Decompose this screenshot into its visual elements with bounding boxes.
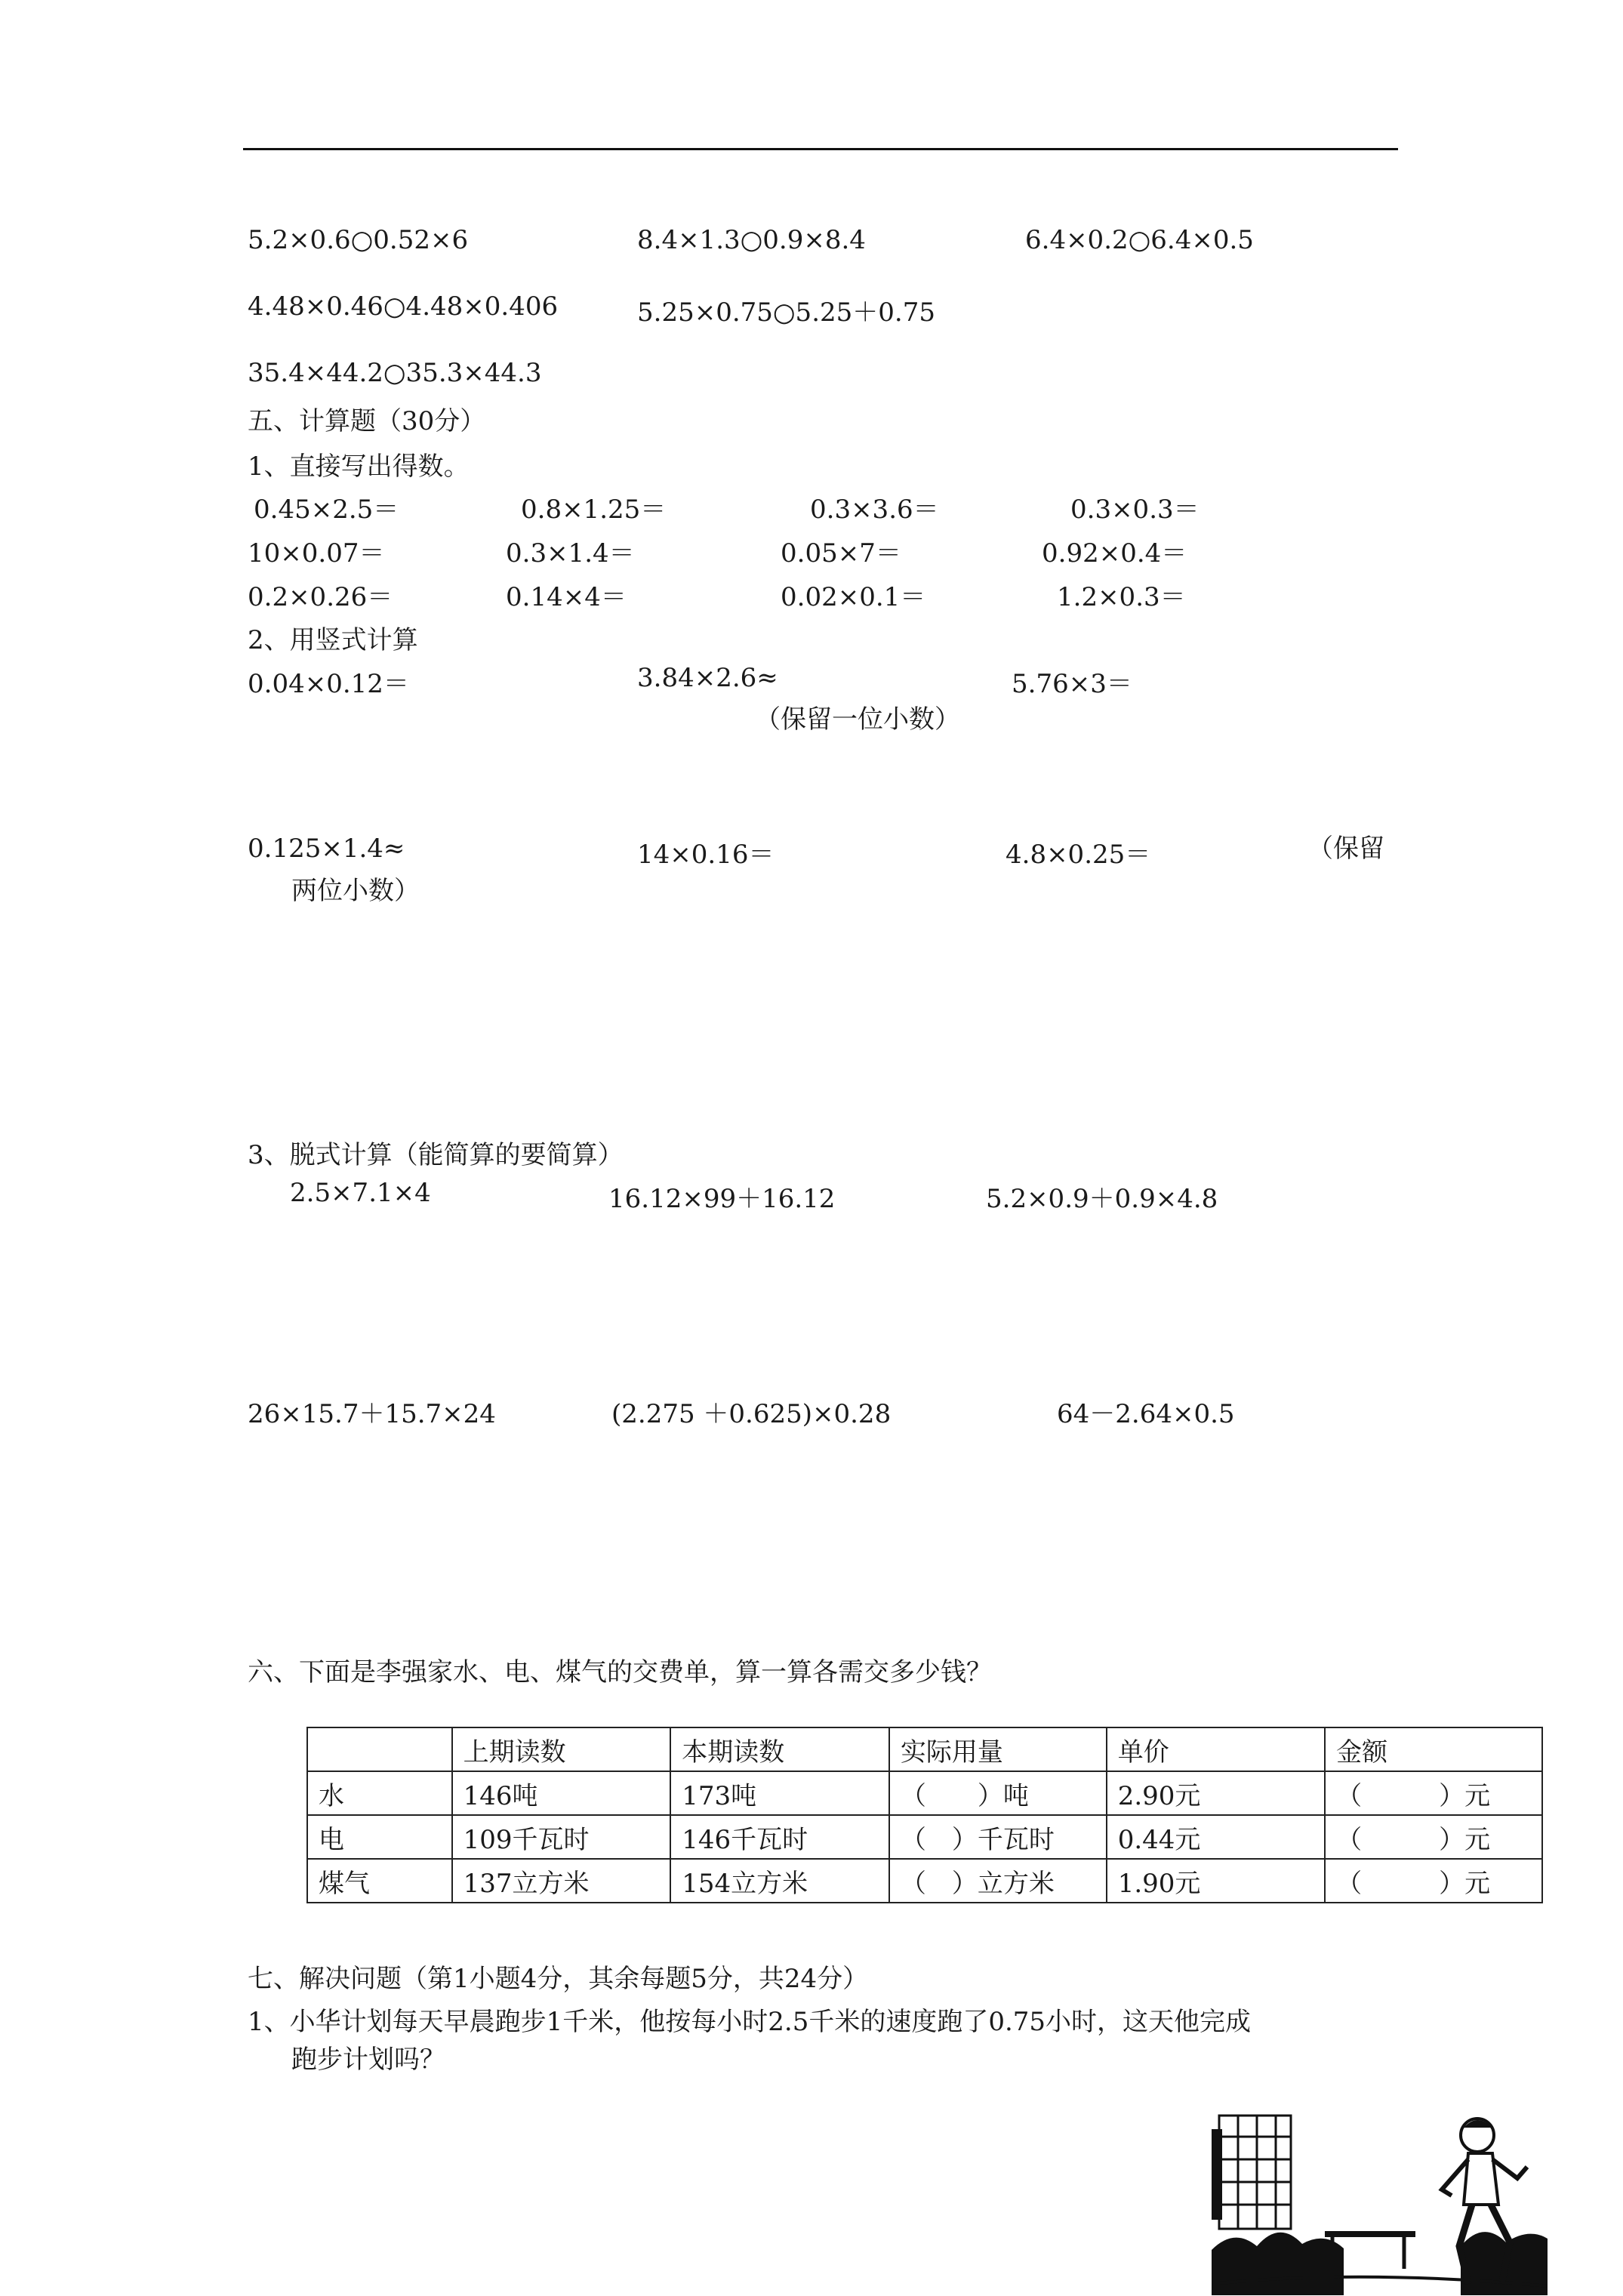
q3-item: 5.2×0.9＋0.9×4.8 xyxy=(986,1184,1218,1214)
header-rule xyxy=(243,148,1398,150)
q2-row-2 xyxy=(248,834,1418,870)
compare-item: 5.25×0.75○5.25＋0.75 xyxy=(637,297,935,328)
q1-title: 1、直接写出得数。 xyxy=(248,451,470,482)
q7-1-line-1: 1、小华计划每天早晨跑步1千米，他按每小时2.5千米的速度跑了0.75小时，这天他完成 xyxy=(248,2007,1252,2037)
table-cell: 煤气 xyxy=(307,1859,452,1903)
section-7-title: 七、解决问题（第1小题4分，其余每题5分，共24分） xyxy=(248,1964,869,1994)
fee-table xyxy=(306,1727,1543,1903)
compare-item: 35.4×44.2○35.3×44.3 xyxy=(248,358,542,388)
q3-row-2 xyxy=(248,1393,1418,1429)
table-cell: 1.90元 xyxy=(1107,1859,1325,1903)
table-row xyxy=(307,1771,1542,1815)
q1-item: 0.05×7＝ xyxy=(781,538,901,569)
q3-item: 16.12×99＋16.12 xyxy=(608,1184,836,1214)
q2-item: 3.84×2.6≈ xyxy=(637,663,778,693)
table-cell: 0.44元 xyxy=(1107,1815,1325,1859)
q1-row-2 xyxy=(248,532,1418,569)
table-header-cell: 上期读数 xyxy=(452,1727,671,1771)
compare-item: 4.48×0.46○4.48×0.406 xyxy=(248,291,559,322)
q3-item: 2.5×7.1×4 xyxy=(290,1178,431,1208)
q2-item: 0.04×0.12＝ xyxy=(248,669,409,699)
table-cell: 173吨 xyxy=(670,1771,889,1815)
q2-note-2a: （保留 xyxy=(1307,834,1384,864)
table-cell: 146吨 xyxy=(452,1771,671,1815)
q2-item: 4.8×0.25＝ xyxy=(1006,840,1151,870)
table-cell: （ ）吨 xyxy=(889,1771,1107,1815)
table-header-cell: 金额 xyxy=(1325,1727,1542,1771)
q1-item: 0.3×1.4＝ xyxy=(506,538,635,569)
q2-row-1 xyxy=(248,663,1418,699)
q2-title: 2、用竖式计算 xyxy=(248,625,418,655)
table-cell: （ ）元 xyxy=(1325,1815,1542,1859)
q2-item: 5.76×3＝ xyxy=(1012,669,1132,699)
table-cell: （ ）千瓦时 xyxy=(889,1815,1107,1859)
q1-item: 0.3×3.6＝ xyxy=(810,495,939,525)
q3-item: 64－2.64×0.5 xyxy=(1057,1399,1235,1429)
q1-item: 0.45×2.5＝ xyxy=(254,495,399,525)
q3-item: 26×15.7＋15.7×24 xyxy=(248,1399,496,1429)
table-row xyxy=(307,1859,1542,1903)
q7-1-line-2: 跑步计划吗？ xyxy=(291,2045,445,2075)
table-cell: 137立方米 xyxy=(452,1859,671,1903)
table-header-row xyxy=(307,1727,1542,1771)
table-row xyxy=(307,1815,1542,1859)
q1-item: 0.8×1.25＝ xyxy=(521,495,667,525)
table-header-cell: 实际用量 xyxy=(889,1727,1107,1771)
q3-item: (2.275 ＋0.625)×0.28 xyxy=(611,1399,892,1429)
table-cell: 2.90元 xyxy=(1107,1771,1325,1815)
q2-item: 14×0.16＝ xyxy=(637,840,775,870)
table-cell: 109千瓦时 xyxy=(452,1815,671,1859)
q1-row-1 xyxy=(248,488,1418,525)
table-cell: （ ）元 xyxy=(1325,1859,1542,1903)
table-cell: 电 xyxy=(307,1815,452,1859)
q1-item: 0.92×0.4＝ xyxy=(1042,538,1187,569)
q2-note-2b: 两位小数） xyxy=(291,876,420,906)
table-cell: 水 xyxy=(307,1771,452,1815)
section-6-title: 六、下面是李强家水、电、煤气的交费单，算一算各需交多少钱？ xyxy=(248,1657,992,1687)
q1-item: 0.3×0.3＝ xyxy=(1070,495,1200,525)
q2-note-1: （保留一位小数） xyxy=(755,704,960,735)
compare-row-2 xyxy=(248,291,1418,328)
compare-row-1 xyxy=(248,225,1418,258)
q1-item: 1.2×0.3＝ xyxy=(1057,582,1186,612)
table-cell: 146千瓦时 xyxy=(670,1815,889,1859)
compare-item: 8.4×1.3○0.9×8.4 xyxy=(637,225,866,255)
runner-illustration-icon xyxy=(1212,2106,1548,2295)
section-5-title: 五、计算题（30分） xyxy=(248,406,486,436)
q1-row-3 xyxy=(248,576,1418,612)
q3-row-1 xyxy=(248,1178,1418,1214)
compare-item: 6.4×0.2○6.4×0.5 xyxy=(1025,225,1254,255)
q1-item: 0.14×4＝ xyxy=(506,582,627,612)
q3-title: 3、脱式计算（能简算的要简算） xyxy=(248,1140,624,1170)
table-cell: （ ）立方米 xyxy=(889,1859,1107,1903)
compare-row-3 xyxy=(248,358,1418,391)
table-header-cell: 本期读数 xyxy=(670,1727,889,1771)
table-header-cell xyxy=(307,1727,452,1771)
compare-item: 5.2×0.6○0.52×6 xyxy=(248,225,469,255)
table-header-cell: 单价 xyxy=(1107,1727,1325,1771)
q1-item: 10×0.07＝ xyxy=(248,538,385,569)
table-cell: （ ）元 xyxy=(1325,1771,1542,1815)
table-cell: 154立方米 xyxy=(670,1859,889,1903)
q2-item: 0.125×1.4≈ xyxy=(248,834,405,864)
q1-item: 0.2×0.26＝ xyxy=(248,582,393,612)
q1-item: 0.02×0.1＝ xyxy=(781,582,926,612)
